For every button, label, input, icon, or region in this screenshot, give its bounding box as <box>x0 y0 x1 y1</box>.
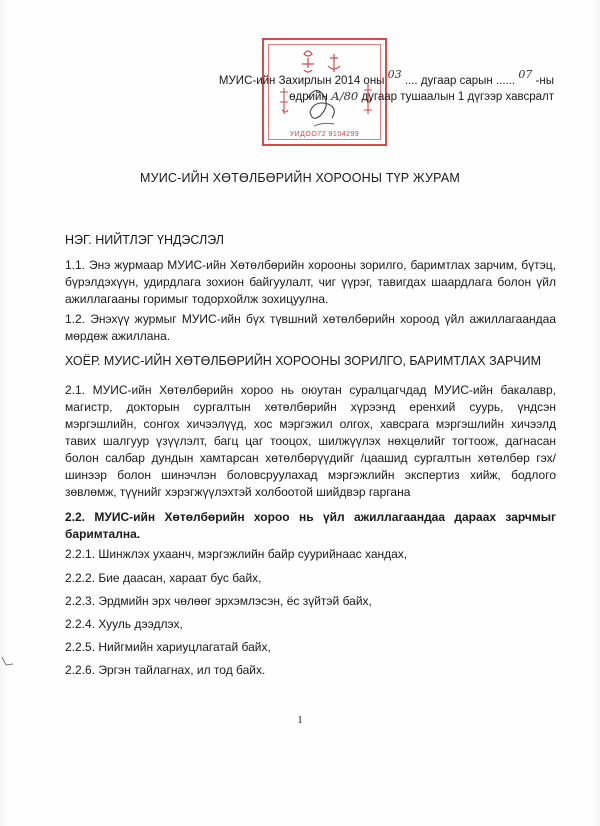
section-2-heading: ХОЁР. МУИС-ИЙН ХӨТӨЛБӨРИЙН ХОРООНЫ ЗОРИЛГО, БАРИМТЛАХ ЗАРЧИМ <box>65 354 542 368</box>
handwritten-order-number: А/80 <box>331 89 359 103</box>
approval-month-text: .... дугаар сарын ...... <box>404 75 516 87</box>
approval-prefix: МУИС-ийн Захирлын 2014 оны <box>218 75 385 87</box>
principle-item: 2.2.1. Шинжлэх ухаанч, мэргэжлийн байр суурийнаас хандах, <box>65 547 408 561</box>
section-1-heading: НЭГ. НИЙТЛЭГ ҮНДЭСЛЭЛ <box>65 233 225 247</box>
approval-day-prefix: өдрийн <box>289 91 328 103</box>
approval-line-1 <box>218 68 554 87</box>
margin-mark-icon <box>0 655 14 667</box>
paragraph-2-2: 2.2. МУИС-ийн Хөтөлбөрийн хороо нь үйл ажиллагаандаа дараах зарчмыг баримтална. <box>65 510 556 541</box>
paragraph-1-1: 1.1. Энэ журмаар МУИС-ийн Хөтөлбөрийн хорооны зорилго, баримтлах зарчим, бүтэц, бүрэлдэхүүн, удирдлага зохион байгуулалт, чиг үүрэг, тавигдах шаардлага болон үйл ажиллагааны горимыг тодорхойлж зохицуулна. <box>65 258 556 306</box>
paragraph-2-1: 2.1. МУИС-ийн Хөтөлбөрийн хороо нь оюутан суралцагчдад МУИС-ийн бакалавр, магистр, докторын сургалтын хөтөлбөрийн хүрээнд еренхий суурь, үндсэн мэргэшлийн, сонгох хичээлүүд, хос мэргэжил олгох, хавсрага мэргэшлийн хичээлд тавих шалгуур үзүүлэлт, багц цаг тооцох, шилжүүлэх нөхцөлийг тогтоож, дагнасан болон салбар дундын хамтарсан хөтөлбөрүүдийг /цаашид сургалтын хөтөлбөр гэх/ шинээр болон шинэчлэн боловсруулахад мэргэжлийн экспертиз хийж, бодлого зөвлөмж, түүнийг хэрэгжүүлэхтэй холбоотой шийдвэр гаргана <box>65 383 556 499</box>
principle-item: 2.2.6. Эргэн тайлагнах, ил тод байх. <box>65 663 266 677</box>
paragraph-1-2: 1.2. Энэхүү журмыг МУИС-ийн бүх түвшний хөтөлбөрийн хороод үйл ажиллагаандаа мөрдөж ажиллана. <box>65 312 556 343</box>
principle-item: 2.2.5. Нийгмийн хариуцлагатай байх, <box>65 640 271 654</box>
page-number: 1 <box>297 714 303 726</box>
principle-item: 2.2.2. Бие даасан, хараат бус байх, <box>65 571 262 585</box>
principle-item: 2.2.4. Хууль дээдлэх, <box>65 617 183 631</box>
approval-order-suffix: дугаар тушаалын 1 дүгээр хавсралт <box>361 91 554 103</box>
approval-suffix: -ны <box>535 75 554 87</box>
stamp-id-text: УИДОО72 9104299 <box>289 131 360 138</box>
handwritten-month: 03 <box>387 68 402 81</box>
handwritten-day: 07 <box>518 68 533 81</box>
approval-line-2 <box>289 89 554 103</box>
document-title: МУИС-ИЙН ХӨТӨЛБӨРИЙН ХОРООНЫ ТҮР ЖУРАМ <box>139 171 461 185</box>
principle-item: 2.2.3. Эрдмийн эрх чөлөөг эрхэмлэсэн, ёс зүйтэй байх, <box>65 594 372 608</box>
